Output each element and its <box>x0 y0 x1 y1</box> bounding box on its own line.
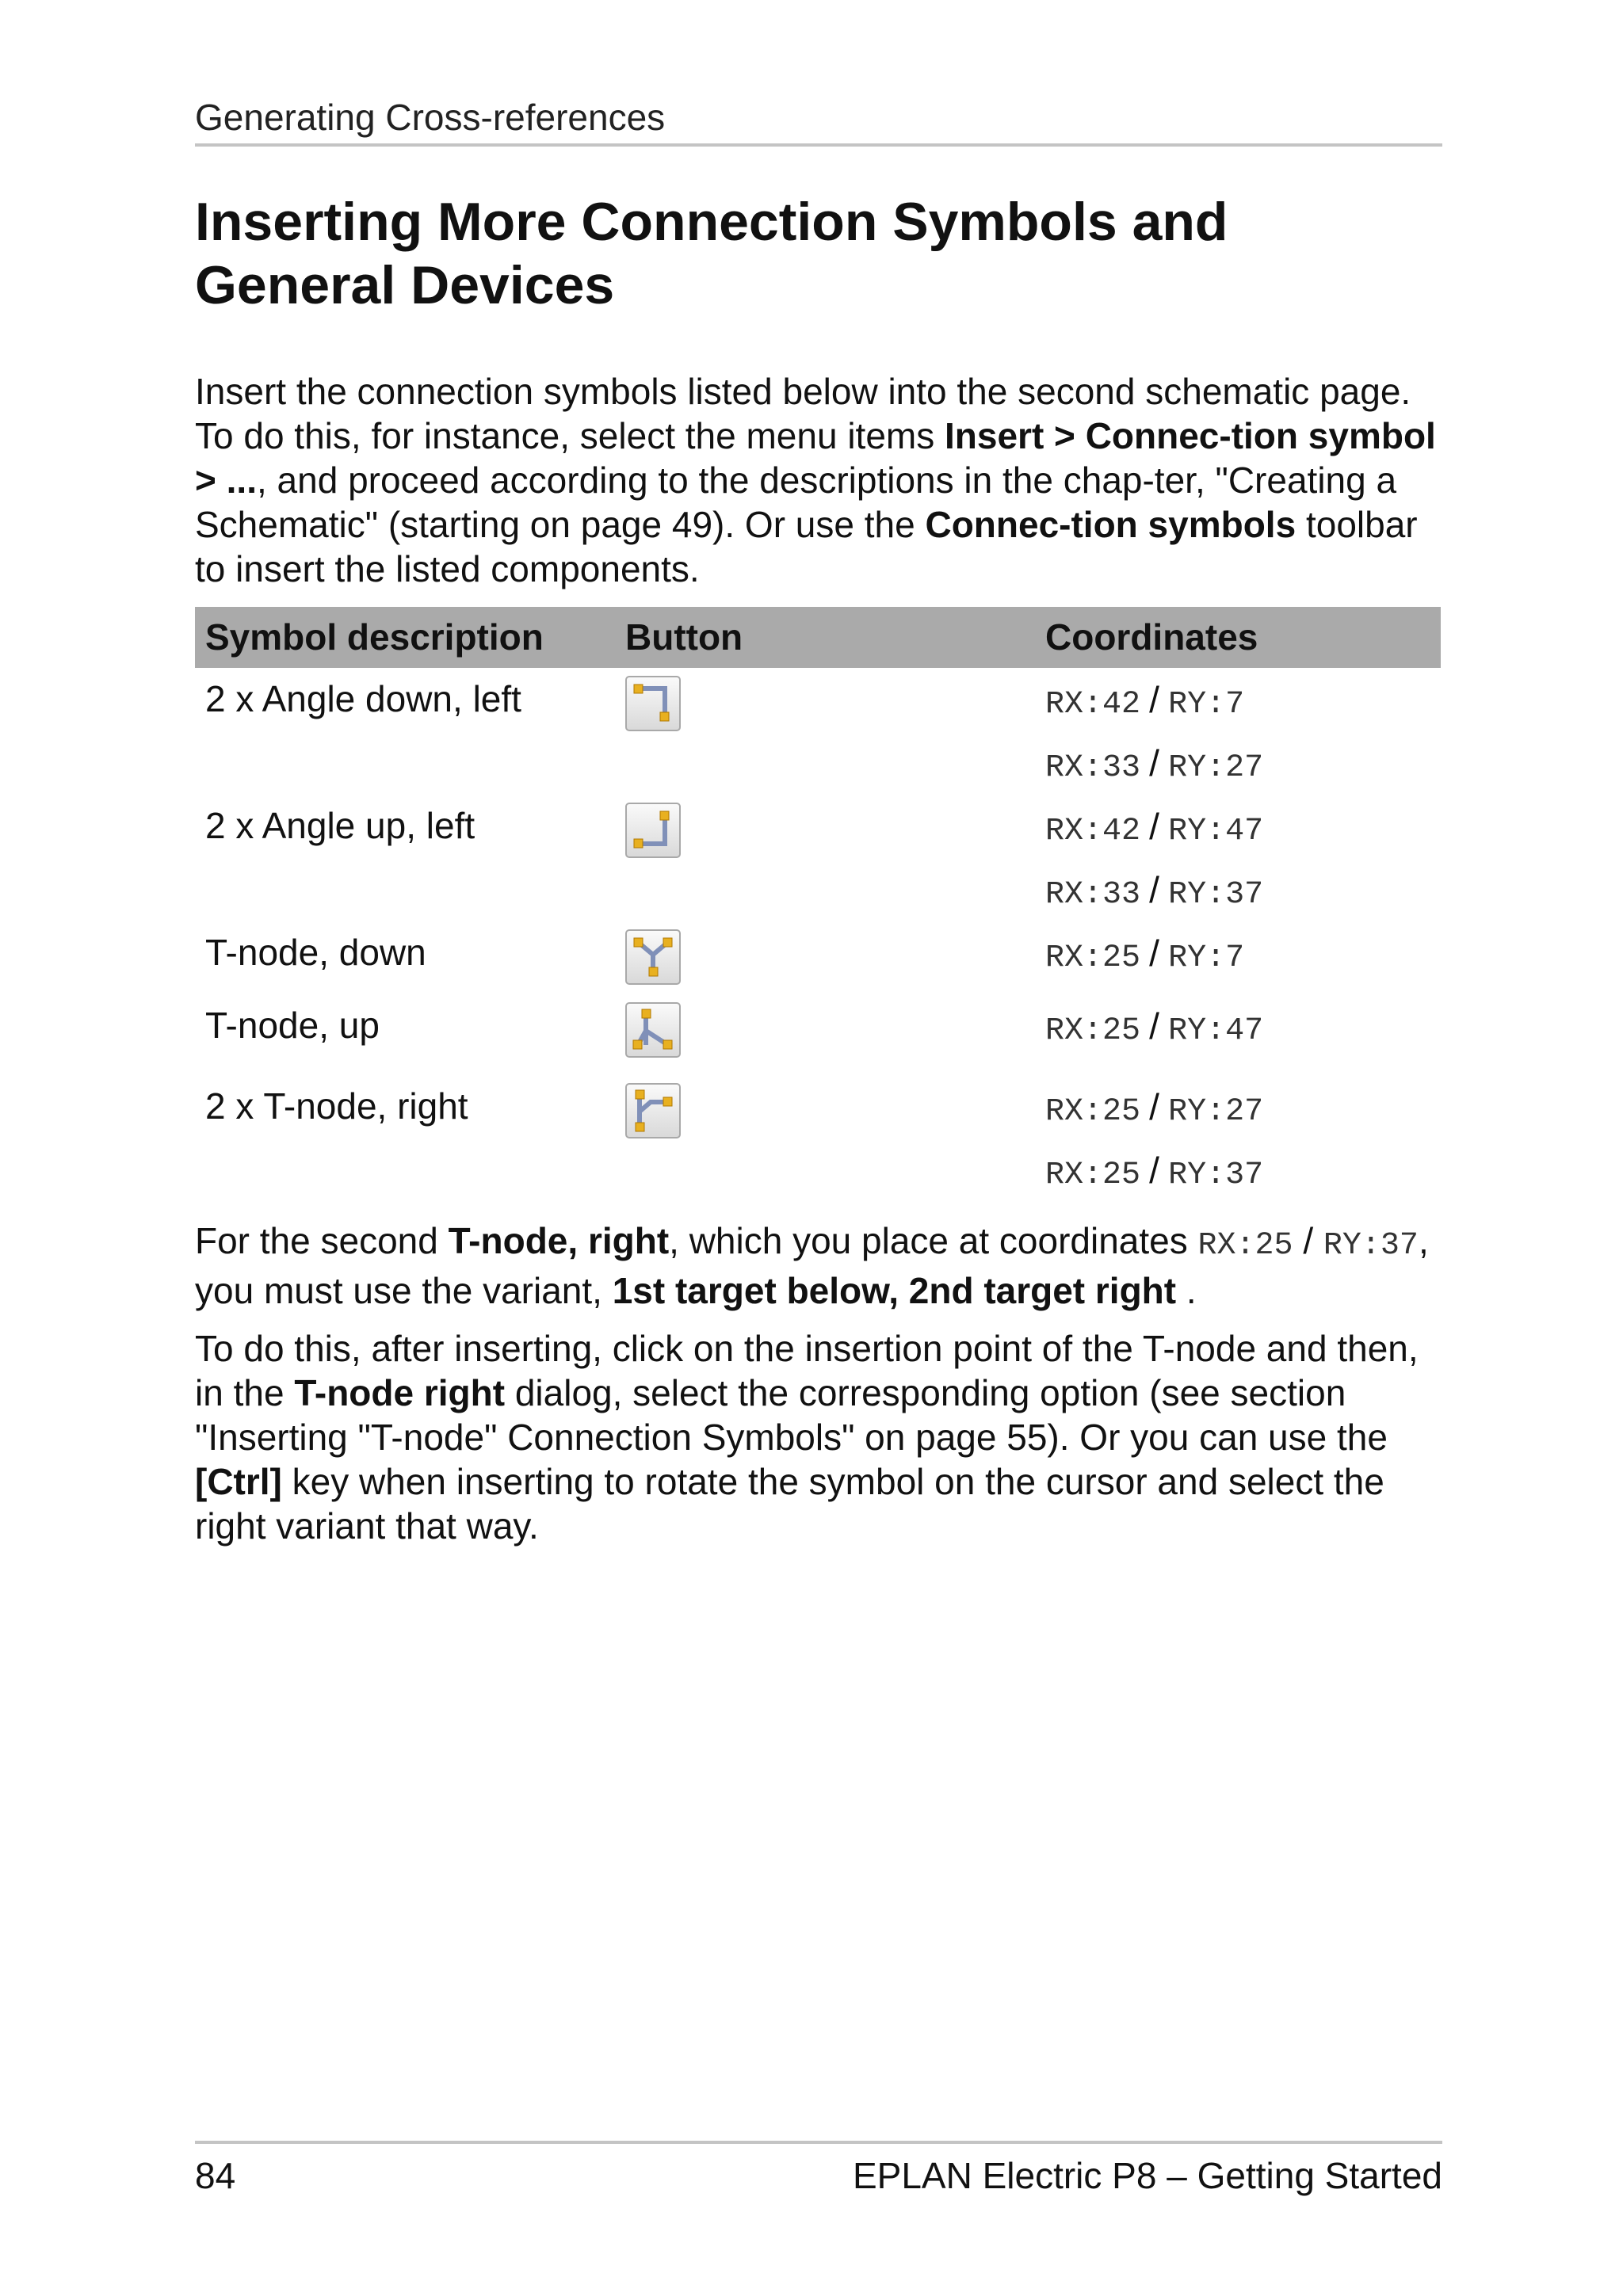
rx-value: RX:25 <box>1045 1158 1141 1193</box>
coord-separator: / <box>1149 742 1159 784</box>
running-header: Generating Cross-references <box>195 97 666 138</box>
document-page <box>195 0 1442 2296</box>
table-row <box>195 994 1441 1075</box>
ry-value: RY:7 <box>1168 687 1245 723</box>
table-row <box>195 668 1441 795</box>
intro-text-3: toolbar to insert the listed components. <box>195 504 1418 589</box>
para2-text-5: . <box>1176 1270 1197 1311</box>
para3-text-1: To do this, after inserting, click on the insertion point of the T-node and then, in the <box>195 1328 1419 1413</box>
coordinate-line <box>1045 1138 1263 1202</box>
t-node-down-button[interactable] <box>625 929 681 985</box>
angle-down-left-button[interactable] <box>625 676 681 731</box>
rx-value: RX:33 <box>1045 877 1141 913</box>
coordinate-line <box>1045 1075 1263 1138</box>
angle-down-left-icon <box>627 677 679 730</box>
ry-value: RY:37 <box>1168 1158 1264 1193</box>
instructions-paragraph <box>195 1326 1442 1548</box>
para3-text-3: key when inserting to rotate the symbol on the cursor and select the right variant that way. <box>195 1461 1384 1547</box>
symbol-description: T-node, up <box>205 1005 380 1046</box>
coord-separator: / <box>1149 806 1159 847</box>
symbol-description: 2 x Angle up, left <box>205 805 475 846</box>
para2-bold-1: T-node, right <box>448 1220 670 1261</box>
table-row <box>195 795 1441 921</box>
t-node-up-icon <box>627 1004 679 1056</box>
para3-text-2: dialog, select the corresponding option (see section "Inserting "T-node" Connection Symbols" on page 55). Or you can use the <box>195 1372 1388 1458</box>
coord-separator: / <box>1149 1086 1159 1127</box>
rx-value: RX:42 <box>1045 687 1141 723</box>
para3-bold-1: T-node right <box>294 1372 506 1413</box>
table-row <box>195 921 1441 994</box>
connection-symbols-table <box>195 607 1441 1202</box>
header-symbol-description: Symbol description <box>205 616 544 658</box>
ry-value: RY:27 <box>1168 1094 1264 1130</box>
header-coordinates: Coordinates <box>1045 616 1258 658</box>
para2-text-2: , which you place at coordinates <box>669 1220 1198 1261</box>
symbol-description: T-node, down <box>205 932 426 973</box>
intro-text-2: , and proceed according to the descriptions in the chap-ter, "Creating a Schematic" (starting on page 49). Or use the <box>195 460 1397 545</box>
symbol-description: 2 x T-node, right <box>205 1085 468 1127</box>
rx-value: RX:42 <box>1045 814 1141 849</box>
coordinate-line <box>1045 921 1244 985</box>
coord-separator: / <box>1149 933 1159 974</box>
ry-value: RY:47 <box>1168 1013 1264 1049</box>
symbol-description: 2 x Angle down, left <box>205 678 521 719</box>
footer-rule <box>195 2141 1442 2144</box>
coord-separator: / <box>1149 869 1159 910</box>
angle-up-left-icon <box>627 804 679 856</box>
rx-value: RX:25 <box>1045 1013 1141 1049</box>
footer-book-title: EPLAN Electric P8 – Getting Started <box>852 2155 1442 2196</box>
intro-menu-path: Insert > Connec-tion symbol > ... <box>195 415 1436 501</box>
coord-separator: / <box>1149 679 1159 720</box>
section-title-line-2: General Devices <box>195 255 615 315</box>
coordinate-line <box>1045 668 1244 731</box>
para2-text-4: , you must use the variant, <box>195 1220 1429 1311</box>
section-title <box>195 190 1442 317</box>
header-button: Button <box>625 616 743 658</box>
coordinate-line <box>1045 731 1263 795</box>
intro-toolbar-name: Connec-tion symbols <box>925 504 1296 545</box>
coord-separator: / <box>1149 1150 1159 1191</box>
coordinate-line <box>1045 858 1263 921</box>
t-node-down-icon <box>627 931 679 983</box>
header-rule <box>195 143 1442 147</box>
coordinate-line <box>1045 795 1263 858</box>
para2-rx: RX:25 <box>1197 1228 1293 1264</box>
rx-value: RX:33 <box>1045 750 1141 786</box>
para2-text-1: For the second <box>195 1220 449 1261</box>
ry-value: RY:7 <box>1168 940 1245 976</box>
para2-text-3: / <box>1293 1220 1323 1261</box>
section-title-line-1: Inserting More Connection Symbols and <box>195 192 1228 252</box>
coord-separator: / <box>1149 1005 1159 1047</box>
coordinate-line <box>1045 994 1263 1058</box>
intro-paragraph <box>195 369 1442 591</box>
table-header <box>195 607 1441 668</box>
rx-value: RX:25 <box>1045 1094 1141 1130</box>
angle-up-left-button[interactable] <box>625 803 681 858</box>
ry-value: RY:27 <box>1168 750 1264 786</box>
para2-bold-2: 1st target below, 2nd target right <box>612 1270 1177 1311</box>
t-node-right-icon <box>627 1085 679 1137</box>
t-node-right-button[interactable] <box>625 1083 681 1138</box>
rx-value: RX:25 <box>1045 940 1141 976</box>
t-node-variant-paragraph <box>195 1219 1442 1313</box>
para3-bold-2: [Ctrl] <box>195 1461 282 1502</box>
ry-value: RY:47 <box>1168 814 1264 849</box>
para2-ry: RY:37 <box>1323 1228 1419 1264</box>
page-number: 84 <box>195 2155 236 2196</box>
table-row <box>195 1075 1441 1202</box>
t-node-up-button[interactable] <box>625 1002 681 1058</box>
intro-text-1: Insert the connection symbols listed below into the second schematic page. To do this, for instance, select the menu items <box>195 371 1411 456</box>
ry-value: RY:37 <box>1168 877 1264 913</box>
